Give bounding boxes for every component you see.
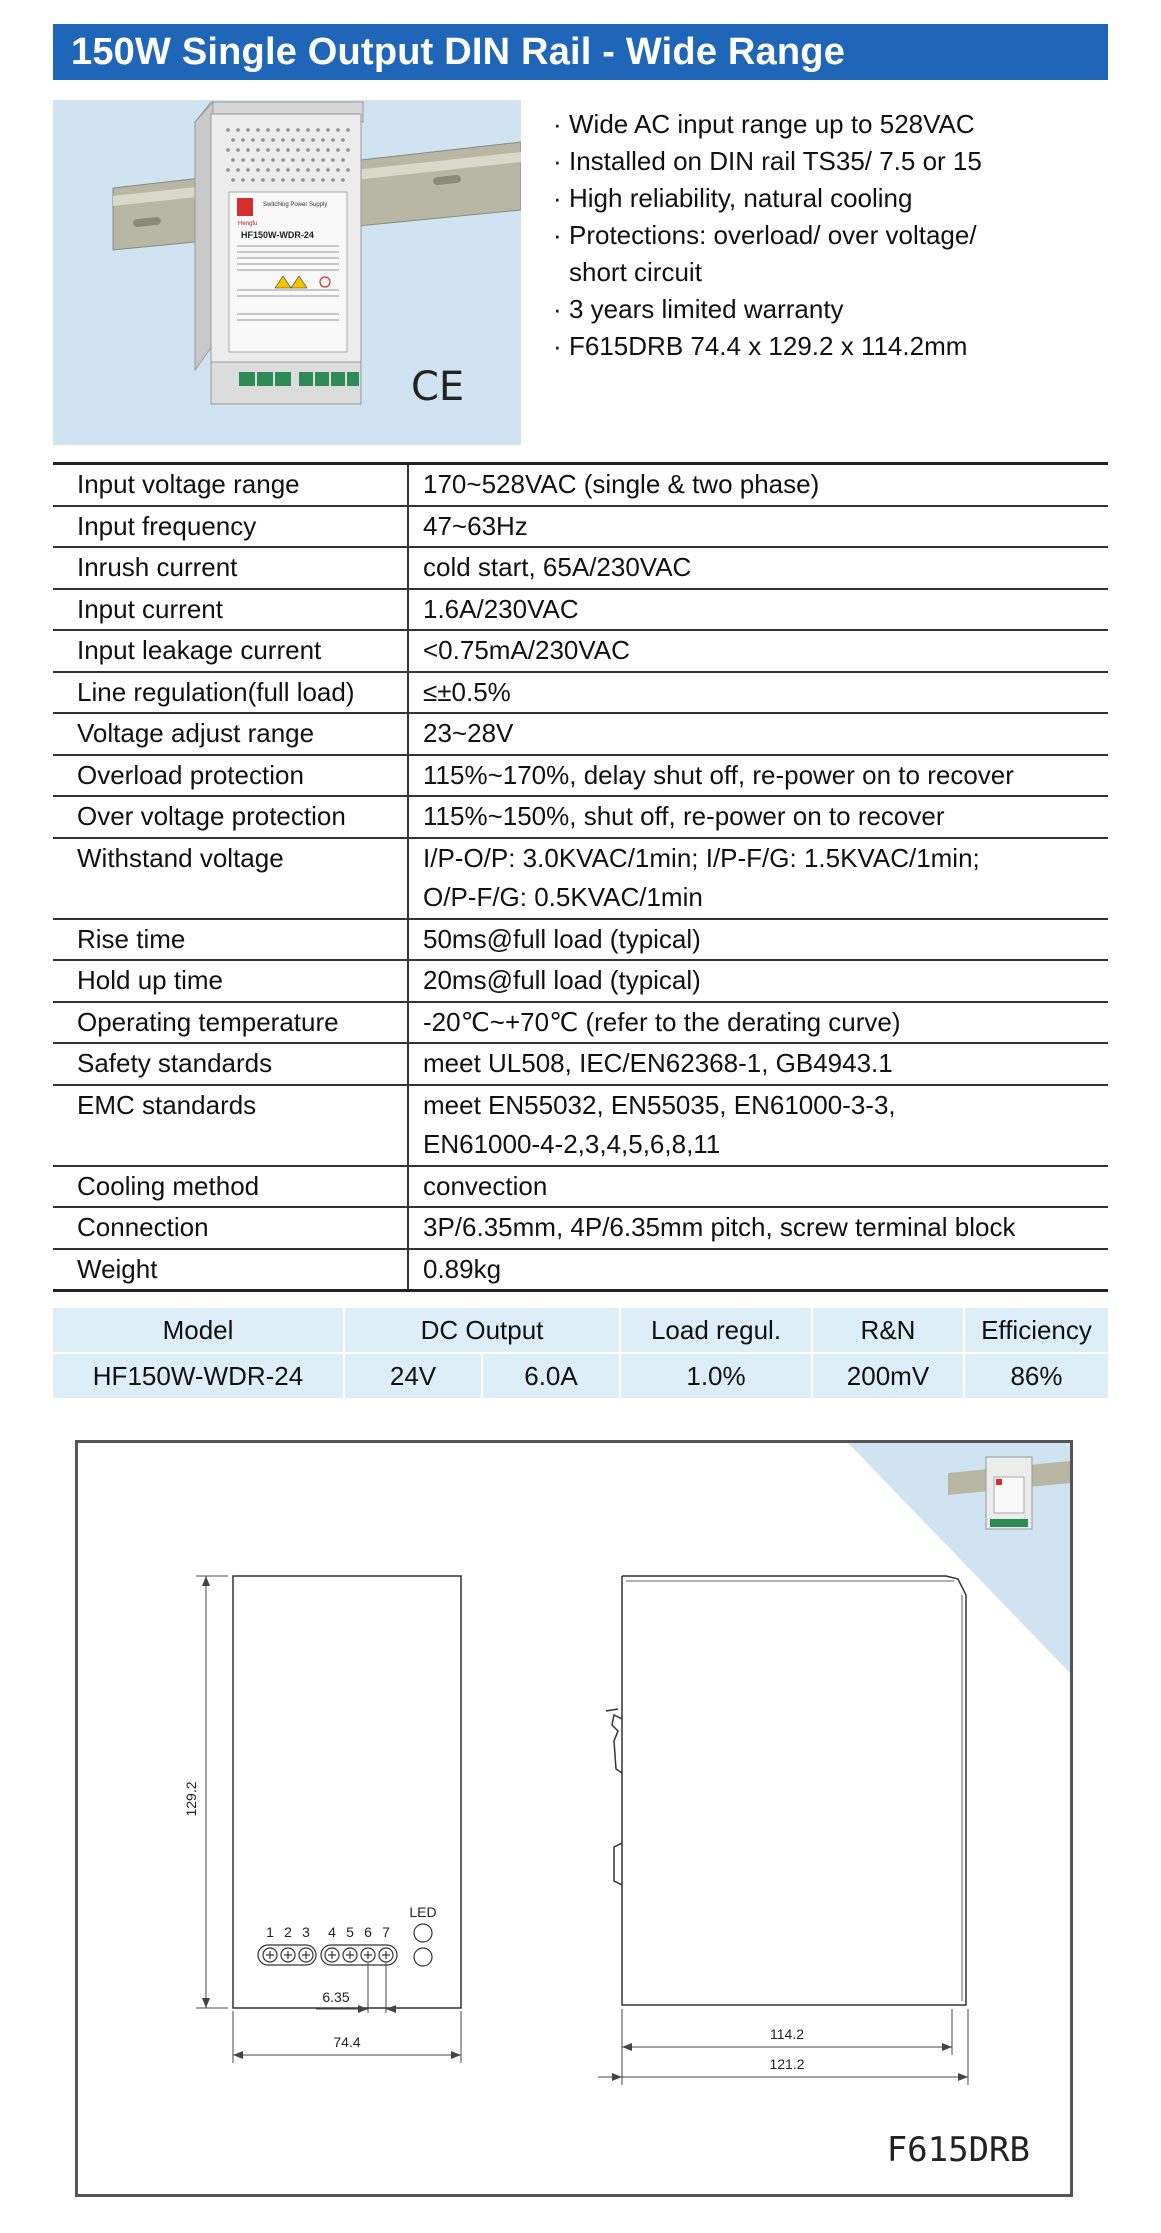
table-row: Hold up time 20ms@full load (typical) xyxy=(53,960,1108,1002)
table-row: Withstand voltage I/P-O/P: 3.0KVAC/1min; I/P-F/G: 1.5KVAC/1min; O/P-F/G: 0.5KVAC/1min xyxy=(53,838,1108,919)
model-header-row xyxy=(53,1308,1108,1354)
product-photo xyxy=(53,100,521,445)
brand-label: Hengfu xyxy=(238,221,258,227)
feature-item: · F615DRB 74.4 x 129.2 x 114.2mm xyxy=(553,331,968,361)
feature-item: · Protections: overload/ over voltage/ xyxy=(553,220,977,250)
header-load-regul: Load regul. xyxy=(621,1308,813,1354)
table-row: Over voltage protection 115%~150%, shut off, re-power on to recover xyxy=(53,796,1108,838)
overall-depth-dimension: 121.2 xyxy=(769,2056,805,2072)
model-row xyxy=(53,1354,1108,1398)
model-table xyxy=(53,1308,1108,1398)
header-model: Model xyxy=(53,1308,345,1354)
pitch-dimension: 6.35 xyxy=(322,1989,350,2005)
terminal-label: 2 xyxy=(284,1924,292,1940)
terminal-label: 4 xyxy=(328,1924,336,1940)
table-row: Rise time 50ms@full load (typical) xyxy=(53,919,1108,961)
cell-voltage: 24V xyxy=(345,1354,483,1398)
sticker-model-label: HF150W-WDR-24 xyxy=(241,230,314,240)
mechanical-drawing xyxy=(75,1440,1073,2197)
header-efficiency: Efficiency xyxy=(965,1308,1108,1354)
front-view-outline xyxy=(233,1576,461,2008)
side-view-outline xyxy=(606,1576,966,2005)
cell-efficiency: 86% xyxy=(965,1354,1108,1398)
features-list xyxy=(553,106,1113,365)
led-icon xyxy=(414,1924,432,1942)
cell-load: 1.0% xyxy=(621,1354,813,1398)
feature-item: · High reliability, natural cooling xyxy=(553,183,913,213)
terminal-label: 3 xyxy=(302,1924,310,1940)
table-row: Voltage adjust range 23~28V xyxy=(53,713,1108,755)
table-row: Input leakage current <0.75mA/230VAC xyxy=(53,630,1108,672)
table-row: Input current 1.6A/230VAC xyxy=(53,589,1108,631)
table-row: Input voltage range 170~528VAC (single & two phase) xyxy=(53,464,1108,506)
terminal-label: 1 xyxy=(266,1924,274,1940)
table-row: Input frequency 47~63Hz xyxy=(53,506,1108,548)
header-rn: R&N xyxy=(813,1308,965,1354)
table-row: Operating temperature -20℃~+70℃ (refer to the derating curve) xyxy=(53,1002,1108,1044)
table-row: Overload protection 115%~170%, delay shut off, re-power on to recover xyxy=(53,755,1108,797)
page-title: 150W Single Output DIN Rail - Wide Range xyxy=(53,24,1108,80)
feature-item: · Installed on DIN rail TS35/ 7.5 or 15 xyxy=(553,146,982,176)
table-row: Line regulation(full load) ≤±0.5% xyxy=(53,672,1108,714)
feature-item: · 3 years limited warranty xyxy=(553,294,844,324)
device-type-label: Switching Power Supply xyxy=(263,202,328,208)
height-dimension: 129.2 xyxy=(183,1781,199,1817)
cell-model: HF150W-WDR-24 xyxy=(53,1354,345,1398)
width-dimension: 74.4 xyxy=(333,2034,361,2050)
cell-rn: 200mV xyxy=(813,1354,965,1398)
table-row: Connection 3P/6.35mm, 4P/6.35mm pitch, screw terminal block xyxy=(53,1207,1108,1249)
terminal-label: 5 xyxy=(346,1924,354,1940)
feature-item: short circuit xyxy=(569,257,702,287)
header-dc-output: DC Output xyxy=(345,1308,621,1354)
feature-item: · Wide AC input range up to 528VAC xyxy=(553,109,975,139)
table-row: EMC standards meet EN55032, EN55035, EN61000-3-3, EN61000-4-2,3,4,5,6,8,11 xyxy=(53,1085,1108,1166)
case-code-label: F615DRB xyxy=(886,2130,1030,2170)
terminal-block-icon xyxy=(258,1945,397,1965)
terminal-label: 6 xyxy=(364,1924,372,1940)
led-label: LED xyxy=(409,1904,437,1920)
ce-mark-icon: CE xyxy=(411,364,465,410)
spec-table xyxy=(53,462,1108,1292)
table-row: Inrush current cold start, 65A/230VAC xyxy=(53,547,1108,589)
terminal-label: 7 xyxy=(382,1924,390,1940)
table-row: Weight 0.89kg xyxy=(53,1249,1108,1291)
table-row: Safety standards meet UL508, IEC/EN62368-1, GB4943.1 xyxy=(53,1043,1108,1085)
led-icon xyxy=(414,1948,432,1966)
depth-dimension: 114.2 xyxy=(770,2026,804,2042)
cell-current: 6.0A xyxy=(483,1354,621,1398)
table-row: Cooling method convection xyxy=(53,1166,1108,1208)
